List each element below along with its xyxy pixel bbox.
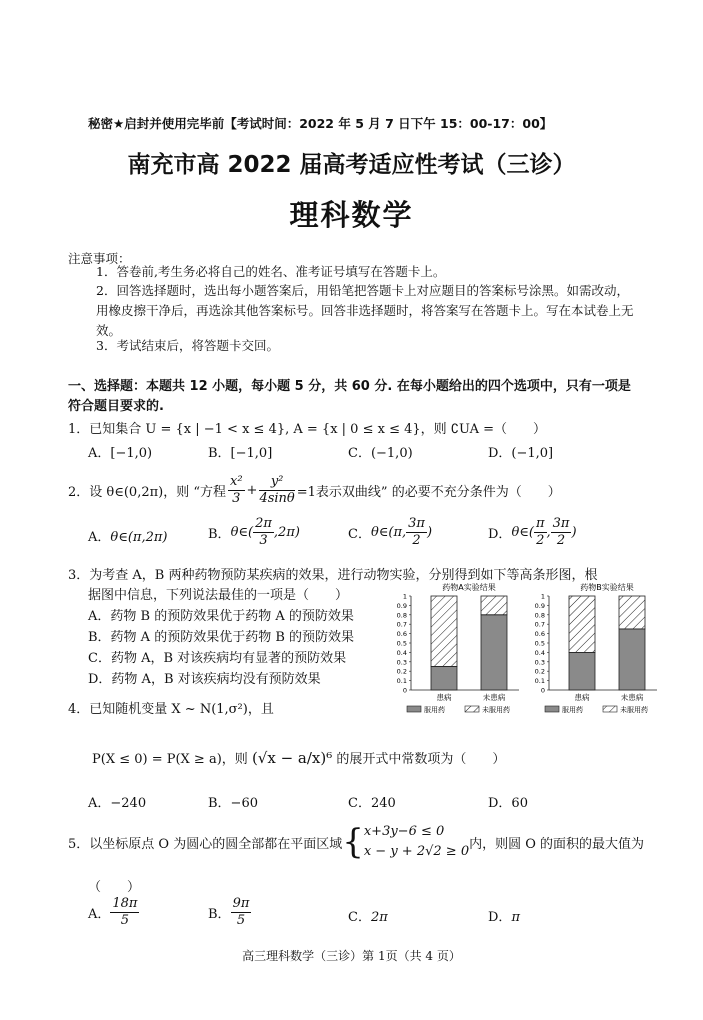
y-tick-label: 0.9 [396,601,407,610]
y-tick-label: 0.2 [396,667,407,676]
y-tick-label: 0.4 [396,648,407,657]
q2-option-b-post: ,2π) [273,525,300,540]
q4-option-d: D．60 [488,796,528,811]
note-item: 3．考试结束后，将答题卡交回。 [96,338,279,353]
legend-label: 未服用药 [482,706,510,714]
q5-inequality-2: x − y + 2√2 ≥ 0 [363,844,470,859]
y-tick-label: 0.8 [534,611,545,620]
q5-option-d-label: D． [488,910,512,925]
q2-option-d-num2: 3π [552,516,570,531]
q2-option-d-post: ) [571,525,577,540]
q5-option-b-den: 5 [236,913,246,928]
chart-title: 药物B实验结果 [580,583,634,592]
bar-segment-taken [481,615,507,690]
bar-segment-not-taken [431,596,457,667]
exam-secret-line: 秘密★启封并使用完毕前【考试时间：2022 年 5 月 7 日下午 15：00-17：00】 [88,116,553,131]
q2-option-c-den: 2 [412,533,421,548]
q2-option-c [348,516,432,549]
legend-label: 未服用药 [620,706,648,714]
y-tick-label: 0.3 [396,658,407,667]
q2-option-c-label: C． [348,527,371,542]
bar-segment-not-taken [569,596,595,652]
y-tick-label: 0.5 [534,639,545,648]
q4-option-b: B．−60 [208,796,258,811]
q1-option-c: C．(−1,0) [348,446,413,461]
q5-option-a-label: A． [88,907,111,922]
question-2-stem [68,474,561,507]
y-tick-label: 1 [540,592,545,601]
q3-charts [393,580,683,720]
question-5-stem [68,822,644,862]
q3-option-d: D．药物 A，B 对该疾病均没有预防效果 [88,672,321,687]
q2-option-b-pre: θ∈( [230,525,254,540]
category-label: 患病 [574,693,590,702]
q4-line2-prefix: P(X ≤ 0) = P(X ≥ a)，则 [92,752,248,767]
q2-option-a [88,526,167,545]
q2-option-c-num: 3π [408,516,425,531]
q2-option-b-den: 3 [259,533,268,548]
q2-option-c-post: ) [426,525,433,540]
q2-option-b-label: B． [208,527,231,542]
q2-option-d-mid: , [546,525,551,540]
y-tick-label: 0.7 [534,620,545,629]
q2-option-d-label: D． [488,527,512,542]
q2-option-d [488,516,577,549]
q2-frac-x-num: x² [230,474,243,489]
y-tick-label: 0.4 [534,648,545,657]
y-tick-label: 0.6 [396,630,407,639]
q5-option-a-den: 5 [120,913,130,928]
q2-option-d-den: 2 [536,533,545,548]
q4-option-a: A．−240 [88,796,147,811]
q2-option-a-label: A． [88,530,111,545]
q2-option-b [208,516,300,549]
bar-segment-taken [569,652,595,690]
q5-option-a-num: 18π [112,896,138,911]
q3-option-a: A．药物 B 的预防效果优于药物 A 的预防效果 [88,609,354,624]
category-label: 未患病 [482,693,506,702]
q2-option-a-text: θ∈(π,2π) [110,530,168,545]
q2-option-c-pre: θ∈(π, [370,525,407,540]
chart-title: 药物A实验结果 [442,583,496,592]
y-tick-label: 0.8 [396,611,407,620]
question-3-stem-line2: 据图中信息，下列说法最佳的一项是（ ） [88,588,349,603]
q2-fraction-y [259,474,294,507]
y-tick-label: 0.3 [534,658,545,667]
q2-option-d-num: π [535,516,545,531]
q3-option-b: B．药物 A 的预防效果优于药物 B 的预防效果 [88,630,355,645]
y-tick-label: 0.1 [534,677,545,686]
legend-label: 服用药 [424,706,445,714]
page-footer: 高三理科数学（三诊）第 1页（共 4 页） [242,949,461,963]
q2-frac-x-den: 3 [232,491,241,506]
y-tick-label: 0.1 [396,677,407,686]
q5-option-d-text: π [511,910,520,925]
q5-stem-prefix: 5．以坐标原点 O 为圆心的圆全部都在平面区域 [68,836,343,852]
q2-option-d-pre: θ∈( [511,525,534,540]
section-heading: 一、选择题：本题共 12 小题，每小题 5 分，共 60 分. 在每小题给出的四个选项中，只有一项是符合题目要求的. [68,379,631,414]
y-tick-label: 0.9 [534,601,545,610]
y-tick-label: 1 [402,592,407,601]
y-tick-label: 0 [402,686,407,695]
question-4-line2 [92,748,505,767]
q2-option-b-num: 2π [255,516,272,531]
q2-frac-y-den: 4sinθ [259,491,295,506]
legend-swatch [407,706,421,712]
q5-option-d [488,906,520,925]
question-4-stem: 4．已知随机变量 X ~ N(1,σ²)，且 [68,702,274,717]
q1-option-d: D．(−1,0] [488,446,554,461]
q5-option-c-text: 2π [370,910,388,925]
question-3-stem-line1: 3．为考查 A，B 两种药物预防某疾病的效果，进行动物实验，分别得到如下等高条形图，根 [68,568,598,583]
q2-plus: + [246,483,258,498]
y-tick-label: 0.7 [396,620,407,629]
legend-label: 服用药 [562,706,583,714]
notes-heading: 注意事项： [68,251,131,266]
q5-option-c [348,906,388,925]
y-tick-label: 0.6 [534,630,545,639]
q5-option-b-label: B． [208,907,231,922]
q2-fraction-x [228,474,245,507]
bar-segment-not-taken [481,596,507,615]
q2-stem-prefix: 2．设 θ∈(0,2π)，则 “方程 [68,485,226,500]
q5-stem-suffix: 内，则圆 O 的面积的最大值为 [469,836,645,852]
chart-drug-a [397,582,519,714]
q4-option-c: C．240 [348,796,396,811]
note-item: 1．答卷前,考生务必将自己的姓名、准考证号填写在答题卡上。 [96,264,446,279]
q2-option-d-den2: 2 [556,533,566,548]
q4-expression: (√x − a/x)⁶ [251,749,333,767]
q5-option-b [208,896,251,929]
category-label: 未患病 [620,693,644,702]
q5-option-a [88,896,139,929]
q4-line2-suffix: 的展开式中常数项为（ ） [336,752,506,767]
q5-option-c-label: C． [348,910,371,925]
q5-paren: （ ） [88,880,141,895]
bar-segment-taken [431,667,457,691]
y-tick-label: 0.2 [534,667,545,676]
bar-segment-not-taken [619,596,645,629]
q3-option-c: C．药物 A，B 对该疾病均有显著的预防效果 [88,651,347,666]
bar-segment-taken [619,629,645,690]
y-tick-label: 0 [540,686,545,695]
q5-inequalities [364,822,469,862]
y-tick-label: 0.5 [396,639,407,648]
exam-subject: 理科数学 [289,198,414,232]
legend-swatch [545,706,559,712]
legend-swatch [603,706,617,712]
q5-brace: { [342,822,364,862]
note-item: 2．回答选择题时，选出每小题答案后，用铅笔把答题卡上对应题目的答案标号涂黑。如需改动，用橡皮擦干净后，再选涂其他答案标号。回答非选择题时，将答案写在答题卡上。写在本试卷上无效。 [96,283,634,338]
q2-frac-y-num: y² [259,474,294,491]
q1-option-b: B．[−1,0] [208,446,273,461]
q1-option-a: A．[−1,0) [88,446,153,461]
question-1-stem: 1．已知集合 U = {x | −1 < x ≤ 4}, A = {x | 0 ≤ x ≤ 4}，则 ∁UA =（ ） [68,422,547,437]
exam-title: 南充市高 2022 届高考适应性考试（三诊） [127,152,576,178]
category-label: 患病 [436,693,452,702]
q5-option-b-num: 9π [232,896,250,911]
q2-stem-suffix: =1表示双曲线” 的必要不充分条件为（ ） [296,485,561,500]
legend-swatch [465,706,479,712]
q5-inequality-1: x+3y−6 ≤ 0 [363,824,445,839]
chart-drug-b [535,582,657,714]
